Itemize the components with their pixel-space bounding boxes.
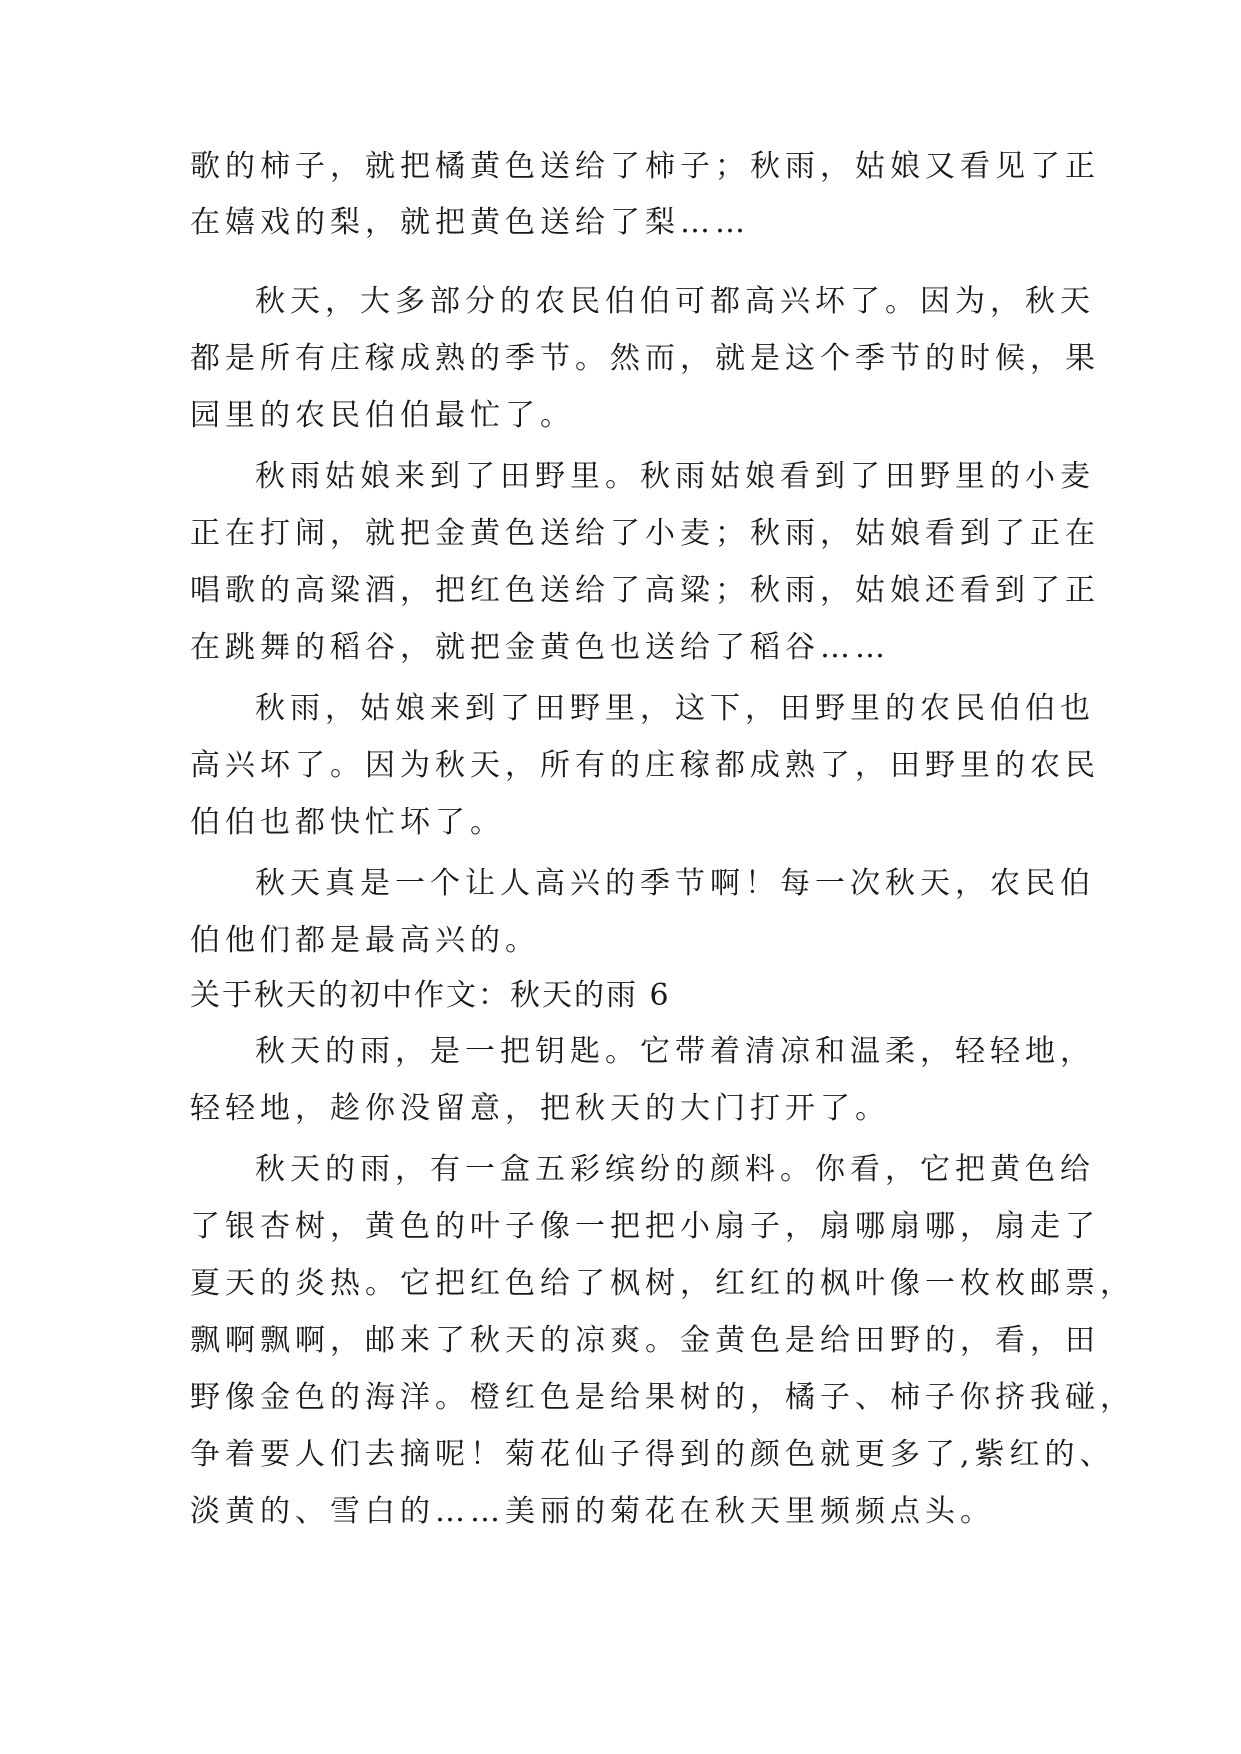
text-line: 园里的农民伯伯最忙了。 — [190, 398, 575, 433]
text-line: 淡黄的、雪白的……美丽的菊花在秋天里频频点头。 — [190, 1494, 995, 1529]
paragraph-start-line: 秋天的雨，有一盒五彩缤纷的颜料。你看，它把黄色给 — [255, 1152, 1095, 1187]
paragraph-start-line: 秋天的雨，是一把钥匙。它带着清凉和温柔，轻轻地， — [255, 1034, 1095, 1069]
paragraph-start-line: 秋雨，姑娘来到了田野里，这下，田野里的农民伯伯也 — [255, 691, 1095, 726]
text-line: 伯伯也都快忙坏了。 — [190, 805, 505, 840]
text-line: 夏天的炎热。它把红色给了枫树，红红的枫叶像一枚枚邮票， — [190, 1266, 1135, 1301]
text-line: 在嬉戏的梨，就把黄色送给了梨…… — [190, 205, 750, 240]
text-line: 伯他们都是最高兴的。 — [190, 923, 540, 958]
text-line: 歌的柿子，就把橘黄色送给了柿子；秋雨，姑娘又看见了正 — [190, 149, 1100, 184]
text-line: 飘啊飘啊，邮来了秋天的凉爽。金黄色是给田野的，看，田 — [190, 1323, 1100, 1358]
text-line: 在跳舞的稻谷，就把金黄色也送给了稻谷…… — [190, 630, 890, 665]
text-line: 正在打闹，就把金黄色送给了小麦；秋雨，姑娘看到了正在 — [190, 516, 1100, 551]
paragraph-start-line: 秋天，大多部分的农民伯伯可都高兴坏了。因为，秋天 — [255, 284, 1095, 319]
text-line: 轻轻地，趁你没留意，把秋天的大门打开了。 — [190, 1091, 890, 1126]
paragraph-start-line: 秋雨姑娘来到了田野里。秋雨姑娘看到了田野里的小麦 — [255, 459, 1095, 494]
text-line: 了银杏树，黄色的叶子像一把把小扇子，扇哪扇哪，扇走了 — [190, 1209, 1100, 1244]
text-line: 唱歌的高粱酒，把红色送给了高粱；秋雨，姑娘还看到了正 — [190, 573, 1100, 608]
text-line: 都是所有庄稼成熟的季节。然而，就是这个季节的时候，果 — [190, 341, 1100, 376]
text-line: 高兴坏了。因为秋天，所有的庄稼都成熟了，田野里的农民 — [190, 748, 1100, 783]
paragraph-start-line: 秋天真是一个让人高兴的季节啊！每一次秋天，农民伯 — [255, 866, 1095, 901]
text-line: 争着要人们去摘呢！菊花仙子得到的颜色就更多了,紫红的、 — [190, 1437, 1115, 1472]
section-heading: 关于秋天的初中作文：秋天的雨 6 — [190, 978, 671, 1013]
text-line: 野像金色的海洋。橙红色是给果树的，橘子、柿子你挤我碰， — [190, 1380, 1135, 1415]
